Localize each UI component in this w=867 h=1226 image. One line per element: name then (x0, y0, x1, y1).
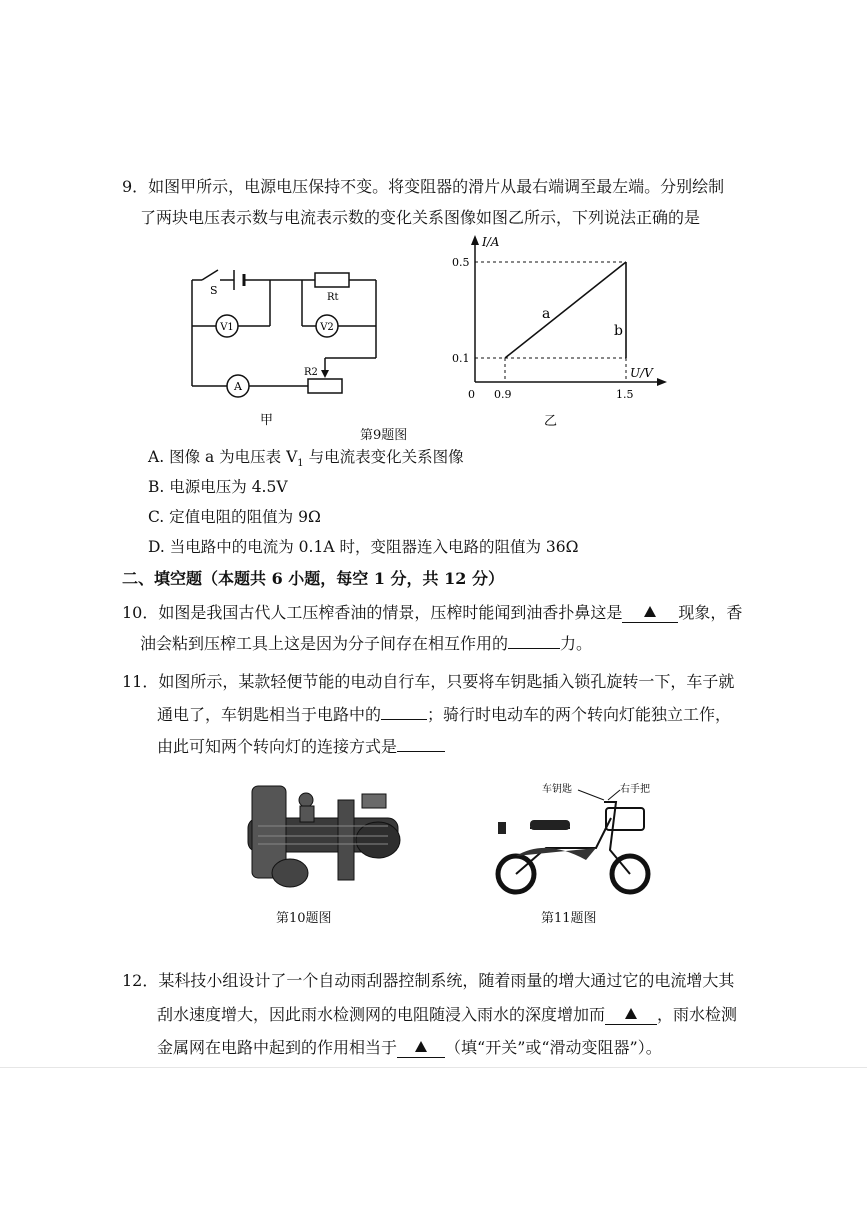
resistor-r2-label: R2 (304, 367, 318, 378)
q10-line-1-pre: 10．如图是我国古代人工压榨香油的情景，压榨时能闻到油香扑鼻这是 (122, 603, 623, 622)
q9-figure-caption: 第9题图 (360, 428, 408, 443)
section-2-heading: 二、填空题（本题共 6 小题，每空 1 分，共 12 分） (122, 569, 504, 588)
q10-blank-1[interactable] (622, 604, 678, 623)
q11-line-2-post: ；骑行时电动车的两个转向灯能独立工作， (427, 705, 732, 724)
option-d-text: 当电路中的电流为 0.1A 时，变阻器连入电路的阻值为 36Ω (169, 538, 579, 556)
line-b-label: b (614, 323, 623, 339)
answer-triangle-icon (415, 1041, 427, 1052)
switch-label: S (210, 284, 218, 297)
line-a-label: a (542, 306, 551, 322)
fig10-caption: 第10题图 (276, 911, 332, 926)
option-a-text-pre: 图像 a 为电压表 V (169, 448, 298, 466)
q12-line-2: 刮水速度增大，因此雨水检测网的电阻随浸入雨水的深度增加而 ，雨水检测 (157, 1005, 738, 1024)
y-tick-0.1: 0.1 (452, 352, 470, 365)
answer-triangle-icon (644, 606, 656, 617)
q11-line-3-pre: 由此可知两个转向灯的连接方式是 (157, 737, 398, 756)
q9-option-b (148, 476, 288, 498)
circuit-diagram (180, 258, 390, 433)
q9-line-2: 了两块电压表示数与电流表示数的变化关系图像如图乙所示，下列说法正确的是 (140, 208, 701, 227)
q12-line-3-post: （填“开关”或“滑动变阻器”）。 (445, 1038, 662, 1057)
bike-handle-label: 右手把 (620, 784, 650, 795)
q10-line-2 (140, 633, 592, 655)
q12-line-3-pre: 金属网在电路中起到的作用相当于 (157, 1038, 398, 1057)
q9-option-d (148, 536, 578, 558)
q12-blank-1[interactable] (605, 1006, 657, 1025)
q10-blank-2[interactable] (508, 648, 560, 649)
q10-line-1-post: 现象，香 (678, 603, 743, 622)
option-b-letter: B. (148, 478, 165, 496)
q11-line-2-pre: 通电了，车钥匙相当于电路中的 (157, 705, 382, 724)
option-a-subscript: 1 (297, 458, 304, 470)
q12-line-2-pre: 刮水速度增大，因此雨水检测网的电阻随浸入雨水的深度增加而 (157, 1005, 606, 1024)
origin-label: 0 (468, 388, 475, 401)
graph-caption: 乙 (544, 414, 558, 429)
option-a-letter: A. (148, 448, 165, 466)
page-divider (0, 1067, 867, 1068)
answer-triangle-icon (625, 1008, 637, 1019)
fig11-caption: 第11题图 (541, 911, 597, 926)
ui-graph (440, 232, 670, 432)
voltmeter-2-label: V2 (320, 322, 334, 333)
q12-blank-2[interactable] (397, 1039, 445, 1058)
y-tick-0.5: 0.5 (452, 256, 470, 269)
q11-line-1: 11．如图所示，某款轻便节能的电动自行车，只要将车钥匙插入锁孔旋转一下，车子就 (122, 672, 735, 691)
q11-blank-1[interactable] (381, 719, 427, 720)
option-c-letter: C. (148, 508, 165, 526)
circuit-caption: 甲 (260, 413, 274, 428)
y-axis-label: I/A (482, 235, 500, 249)
q11-line-3 (157, 736, 445, 758)
q10-line-2-pre: 油会粘到压榨工具上这是因为分子间存在相互作用的 (140, 634, 509, 653)
voltmeter-1-label: V1 (220, 322, 234, 333)
q10-line-1 (122, 602, 742, 624)
q9-option-c (148, 506, 321, 528)
x-axis-label: U/V (630, 366, 653, 380)
q11-blank-2[interactable] (397, 751, 445, 752)
resistor-rt-label: Rt (327, 292, 339, 303)
q12-line-3 (157, 1037, 662, 1059)
q12-line-2-post: 雨水检测 (673, 1005, 738, 1024)
q9-line-1: 9．如图甲所示，电源电压保持不变。将变阻器的滑片从最右端调至最左端。分别绘制 (122, 177, 725, 196)
option-b-text: 电源电压为 4.5V (169, 478, 288, 496)
bike-key-label: 车钥匙 (542, 784, 572, 795)
option-d-letter: D. (148, 538, 165, 556)
electric-bike-illustration (486, 778, 664, 900)
ammeter-label: A (234, 380, 242, 393)
x-tick-0.9: 0.9 (494, 388, 512, 401)
oil-press-illustration (238, 778, 418, 893)
q10-line-2-post: 力。 (560, 634, 593, 653)
q11-line-2 (157, 704, 731, 726)
q9-option-a (148, 446, 464, 475)
option-a-text-post: 与电流表变化关系图像 (303, 448, 464, 466)
option-c-text: 定值电阻的阻值为 9Ω (169, 508, 321, 526)
q12-line-1: 12．某科技小组设计了一个自动雨刮器控制系统，随着雨量的增大通过它的电流增大其 (122, 971, 735, 990)
x-tick-1.5: 1.5 (616, 388, 634, 401)
